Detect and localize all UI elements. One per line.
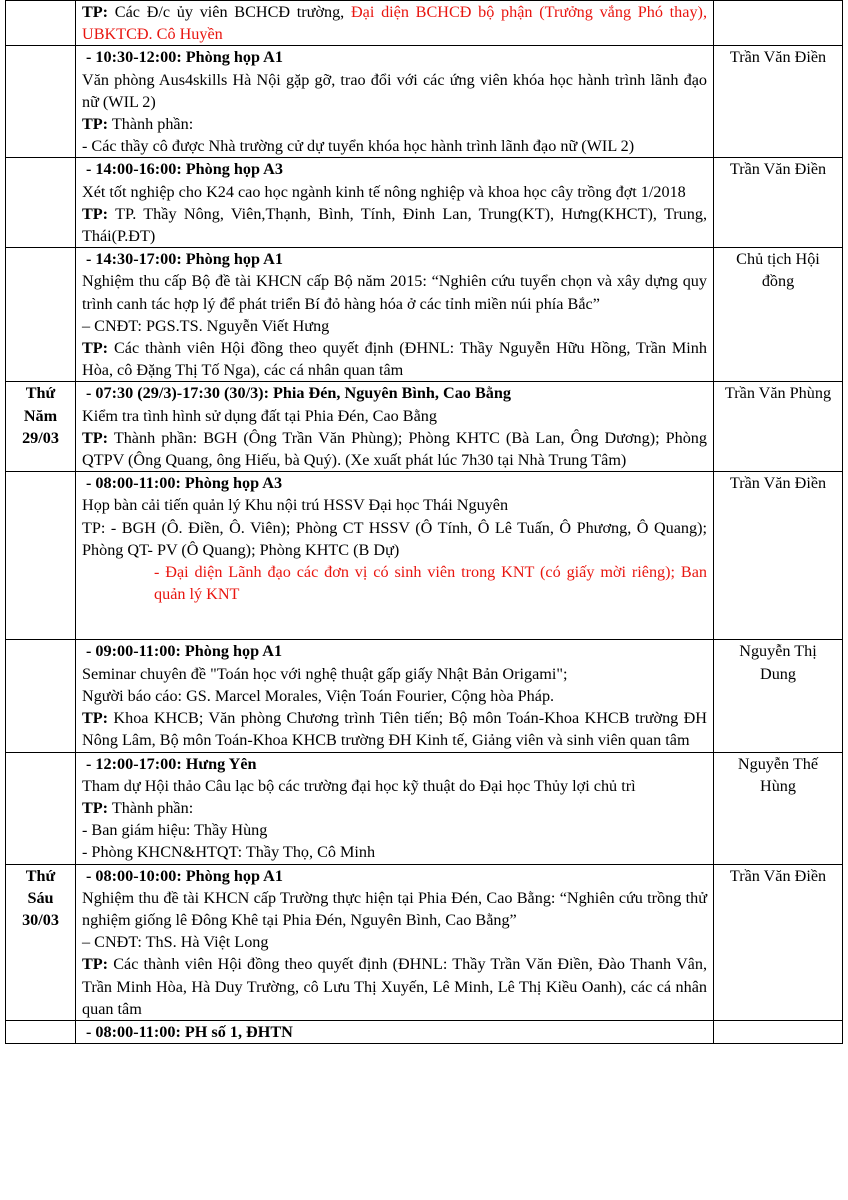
event-cell	[76, 752, 714, 864]
host-cell	[714, 640, 843, 752]
day-label: 30/03	[22, 910, 59, 929]
host-cell	[714, 248, 843, 382]
schedule-row	[6, 472, 843, 640]
bold-text: TP:	[82, 3, 109, 21]
event-text: Nghiệm thu đề tài KHCN cấp Trường thực hiện tại Phia Đén, Cao Bằng: “Nghiên cứu trồng thử nghiệm giống lê Đông Khê tại Phia Đén, Nguyên Bình, Cao Bằng”	[82, 888, 707, 929]
schedule-row	[6, 1020, 843, 1043]
event-line	[82, 685, 707, 707]
event-text: Seminar chuyên đề "Toán học với nghệ thuật gấp giấy Nhật Bản Origami";	[82, 664, 568, 683]
event-line	[82, 337, 707, 381]
spacer	[82, 605, 707, 639]
event-text: - Các thầy cô được Nhà trường cử dự tuyển khóa học hành trình lãnh đạo nữ (WIL 2)	[82, 137, 635, 156]
event-cell	[76, 248, 714, 382]
host-cell	[714, 46, 843, 158]
host-name: Nguyễn Thị Dung	[739, 642, 817, 683]
host-cell	[714, 382, 843, 472]
event-cell	[76, 1, 714, 46]
event-heading	[82, 640, 707, 662]
event-cell	[76, 46, 714, 158]
host-cell	[714, 752, 843, 864]
schedule-row	[6, 158, 843, 248]
bold-text: TP:	[82, 428, 109, 447]
event-heading	[82, 865, 707, 887]
event-heading	[82, 382, 707, 404]
bold-text: TP:	[82, 339, 109, 358]
host-name: Trần Văn Điền	[729, 866, 827, 885]
event-text: TP. Thầy Nông, Viên,Thạnh, Bình, Tính, Đinh Lan, Trung(KT), Hưng(KHCT), Trung, Thái(P.ĐT)	[82, 204, 707, 246]
bold-text: - 08:00-11:00: PH số 1, ĐHTN	[86, 1022, 293, 1041]
bold-text: - 10:30-12:00: Phòng họp A1	[86, 48, 283, 67]
event-text: Các thành viên Hội đồng theo quyết định (ĐHNL: Thầy Nguyễn Hữu Hồng, Trần Minh Hòa, cô Đặng Thị Tố Nga), các cá nhân quan tâm	[82, 339, 707, 380]
event-text: Thành phần: BGH (Ông Trần Văn Phùng); Phòng KHTC (Bà Lan, Ông Dương); Phòng QTPV (Ông Quang, ông Hiếu, bà Quý). (Xe xuất phát lúc 7h30 tại Nhà Trung Tâm)	[82, 428, 707, 470]
event-heading	[82, 472, 707, 494]
bold-text: TP:	[82, 709, 109, 728]
event-line	[82, 775, 707, 797]
event-text: TP: - BGH (Ô. Điền, Ô. Viên); Phòng CT HSSV (Ô Tính, Ô Lê Tuấn, Ô Phương, Ô Quang); Phòng QT- PV (Ô Quang); Phòng KHTC (B Dự)	[82, 518, 707, 559]
event-text: Khoa KHCB; Văn phòng Chương trình Tiên tiến; Bộ môn Toán-Khoa KHCB trường ĐH Nông Lâm, Bộ môn Toán-Khoa KHCB trường ĐH Kinh tế, Giảng viên và sinh viên quan tâm	[82, 709, 707, 750]
event-text: Văn phòng Aus4skills Hà Nội gặp gỡ, trao đổi với các ứng viên khóa học hành trình lãnh đạo nữ (WIL 2)	[82, 70, 707, 111]
day-cell	[6, 248, 76, 382]
day-cell	[6, 46, 76, 158]
bold-text: - 09:00-11:00: Phòng họp A1	[86, 642, 283, 661]
highlight-text: Đại diện BCHCĐ bộ phận (Trưởng vắng Phó thay), UBKTCĐ. Cô Huyền	[82, 3, 707, 44]
event-text: Xét tốt nghiệp cho K24 cao học ngành kinh tế nông nghiệp và khoa học cây trồng đợt 1/2018	[82, 182, 686, 201]
event-text: Kiểm tra tình hình sử dụng đất tại Phia Đén, Cao Bằng	[82, 406, 437, 425]
day-cell	[6, 752, 76, 864]
event-text: – CNĐT: ThS. Hà Việt Long	[82, 933, 269, 952]
event-text: Các Đ/c ủy viên BCHCĐ trường,	[108, 3, 351, 21]
event-line	[82, 1, 707, 45]
event-line	[82, 517, 707, 561]
event-cell	[76, 382, 714, 472]
day-label: Thứ	[25, 384, 56, 403]
bold-text: TP:	[82, 955, 109, 974]
event-line	[82, 953, 707, 1020]
day-label: Thứ	[25, 866, 56, 885]
host-name: Nguyễn Thế Hùng	[737, 754, 819, 795]
event-heading	[82, 158, 707, 180]
schedule-row	[6, 752, 843, 864]
event-line	[82, 113, 707, 135]
event-text: - Ban giám hiệu: Thầy Hùng	[82, 821, 268, 840]
day-cell	[6, 1020, 76, 1043]
day-cell	[6, 472, 76, 640]
host-cell	[714, 1, 843, 46]
event-line	[82, 797, 707, 819]
event-line	[82, 561, 707, 605]
host-cell	[714, 864, 843, 1020]
host-cell	[714, 1020, 843, 1043]
event-line	[82, 405, 707, 427]
bold-text: TP:	[82, 798, 109, 817]
event-text: – CNĐT: PGS.TS. Nguyễn Viết Hưng	[82, 316, 330, 335]
event-cell	[76, 864, 714, 1020]
bold-text: - 08:00-10:00: Phòng họp A1	[86, 866, 283, 885]
schedule-row	[6, 382, 843, 472]
host-cell	[714, 472, 843, 640]
event-line	[82, 819, 707, 841]
schedule-table	[5, 0, 843, 1044]
day-cell	[6, 864, 76, 1020]
host-cell	[714, 158, 843, 248]
event-line	[82, 931, 707, 953]
event-line	[82, 315, 707, 337]
schedule-row	[6, 864, 843, 1020]
event-line	[82, 841, 707, 863]
event-text: Thành phần:	[108, 798, 194, 817]
event-text: Các thành viên Hội đồng theo quyết định (ĐHNL: Thầy Trần Văn Điền, Đào Thanh Vân, Trần Minh Hòa, Hà Duy Trường, cô Lưu Thị Xuyến, Lê Minh, Lê Thị Kiều Oanh), các cá nhân quan tâm	[82, 955, 707, 1018]
event-line	[82, 181, 707, 203]
highlight-text: - Đại diện Lãnh đạo các đơn vị có sinh viên trong KNT (có giấy mời riêng); Ban quản lý KNT	[154, 563, 707, 604]
event-text: Nghiệm thu cấp Bộ đề tài KHCN cấp Bộ năm 2015: “Nghiên cứu tuyển chọn và xây dựng quy trình canh tác hợp lý để phát triển Bí đỏ hàng hóa ở các tỉnh miền núi phía Bắc”	[82, 272, 707, 313]
event-heading	[82, 248, 707, 270]
day-cell	[6, 640, 76, 752]
bold-text: - 14:00-16:00: Phòng họp A3	[86, 160, 283, 179]
host-name: Trần Văn Phùng	[724, 384, 832, 403]
event-text: Thành phần:	[108, 115, 194, 134]
bold-text: TP:	[82, 204, 109, 223]
event-cell	[76, 158, 714, 248]
event-text: Người báo cáo: GS. Marcel Morales, Viện Toán Fourier, Cộng hòa Pháp.	[82, 686, 555, 705]
bold-text: - 14:30-17:00: Phòng họp A1	[86, 250, 283, 269]
day-cell	[6, 382, 76, 472]
bold-text: - 12:00-17:00: Hưng Yên	[86, 754, 257, 773]
event-cell	[76, 472, 714, 640]
event-line	[82, 135, 707, 157]
schedule-row	[6, 1, 843, 46]
event-line	[82, 427, 707, 471]
event-line	[82, 203, 707, 247]
host-name: Chủ tịch Hội đồng	[736, 250, 820, 291]
schedule-body	[6, 1, 843, 1044]
schedule-row	[6, 640, 843, 752]
event-heading	[82, 1021, 707, 1043]
event-text: Họp bàn cải tiến quản lý Khu nội trú HSSV Đại học Thái Nguyên	[82, 496, 509, 515]
event-line	[82, 707, 707, 751]
day-label: 29/03	[22, 428, 59, 447]
event-heading	[82, 46, 707, 68]
host-name: Trần Văn Điền	[729, 474, 827, 493]
event-line	[82, 69, 707, 113]
schedule-row	[6, 248, 843, 382]
event-heading	[82, 753, 707, 775]
day-label: Sáu	[27, 888, 54, 907]
event-text: Tham dự Hội thảo Câu lạc bộ các trường đại học kỹ thuật do Đại học Thủy lợi chủ trì	[82, 776, 636, 795]
bold-text: - 07:30 (29/3)-17:30 (30/3): Phia Đén, Nguyên Bình, Cao Bằng	[86, 384, 511, 403]
event-line	[82, 494, 707, 516]
event-cell	[76, 640, 714, 752]
day-label: Năm	[23, 406, 58, 425]
day-cell	[6, 1, 76, 46]
event-cell	[76, 1020, 714, 1043]
host-name: Trần Văn Điền	[729, 48, 827, 67]
host-name: Trần Văn Điền	[729, 160, 827, 179]
day-cell	[6, 158, 76, 248]
schedule-row	[6, 46, 843, 158]
event-line	[82, 887, 707, 931]
bold-text: TP:	[82, 115, 109, 134]
bold-text: - 08:00-11:00: Phòng họp A3	[86, 474, 283, 493]
event-line	[82, 270, 707, 314]
event-text: - Phòng KHCN&HTQT: Thầy Thọ, Cô Minh	[82, 843, 376, 862]
event-line	[82, 663, 707, 685]
